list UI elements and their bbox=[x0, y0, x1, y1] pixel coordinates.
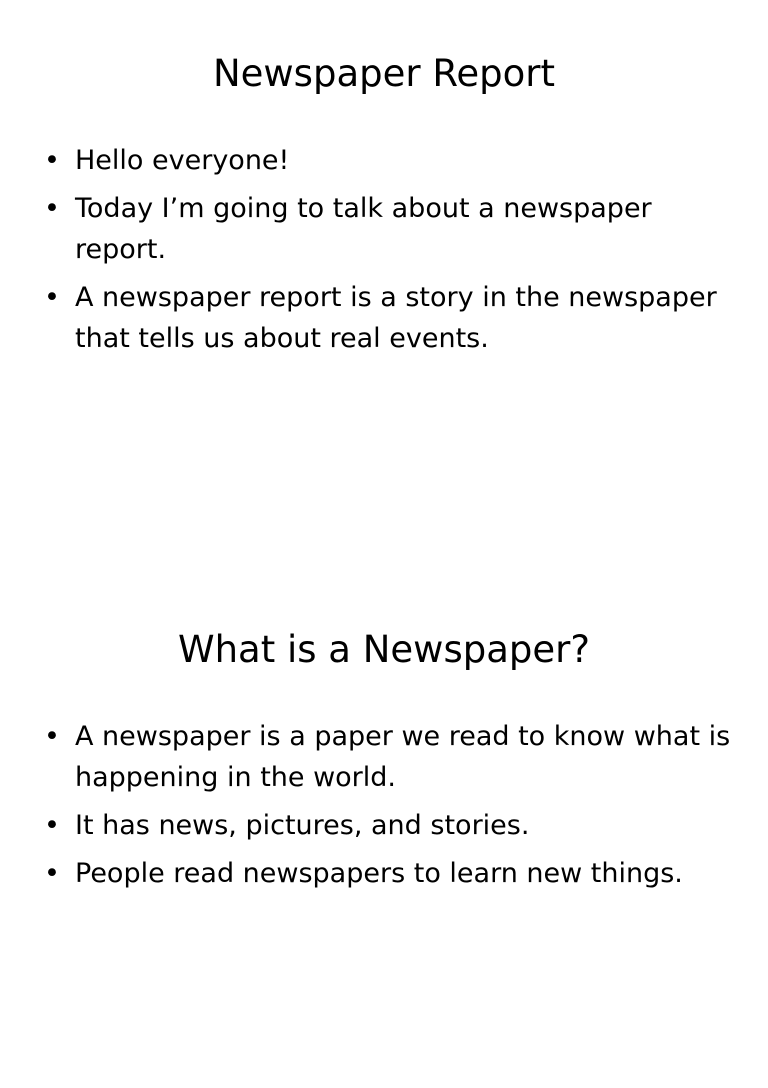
bullet-item bbox=[44, 805, 734, 846]
slide-what-is-a-newspaper bbox=[0, 576, 768, 1088]
slide-title: What is a Newspaper? bbox=[178, 628, 590, 671]
bullet-text: Hello everyone! bbox=[75, 145, 290, 176]
bullet-icon: • bbox=[44, 721, 60, 752]
slide-newspaper-report bbox=[0, 0, 768, 512]
bullet-item bbox=[44, 140, 734, 181]
bullet-text: It has news, pictures, and stories. bbox=[75, 810, 530, 841]
bullet-text: Today I’m going to talk about a newspaper report. bbox=[75, 193, 652, 265]
bullet-icon: • bbox=[44, 282, 60, 313]
bullet-list bbox=[44, 140, 734, 366]
bullet-item bbox=[44, 188, 734, 270]
bullet-icon: • bbox=[44, 810, 60, 841]
bullet-item bbox=[44, 853, 734, 894]
bullet-item bbox=[44, 716, 734, 798]
bullet-icon: • bbox=[44, 858, 60, 889]
bullet-icon: • bbox=[44, 193, 60, 224]
bullet-text: A newspaper is a paper we read to know what is happening in the world. bbox=[75, 721, 731, 793]
bullet-item bbox=[44, 277, 734, 359]
bullet-text: A newspaper report is a story in the newspaper that tells us about real events. bbox=[75, 282, 717, 354]
bullet-list bbox=[44, 716, 734, 901]
slide-title: Newspaper Report bbox=[212, 52, 555, 95]
bullet-text: People read newspapers to learn new things. bbox=[75, 858, 683, 889]
bullet-icon: • bbox=[44, 145, 60, 176]
